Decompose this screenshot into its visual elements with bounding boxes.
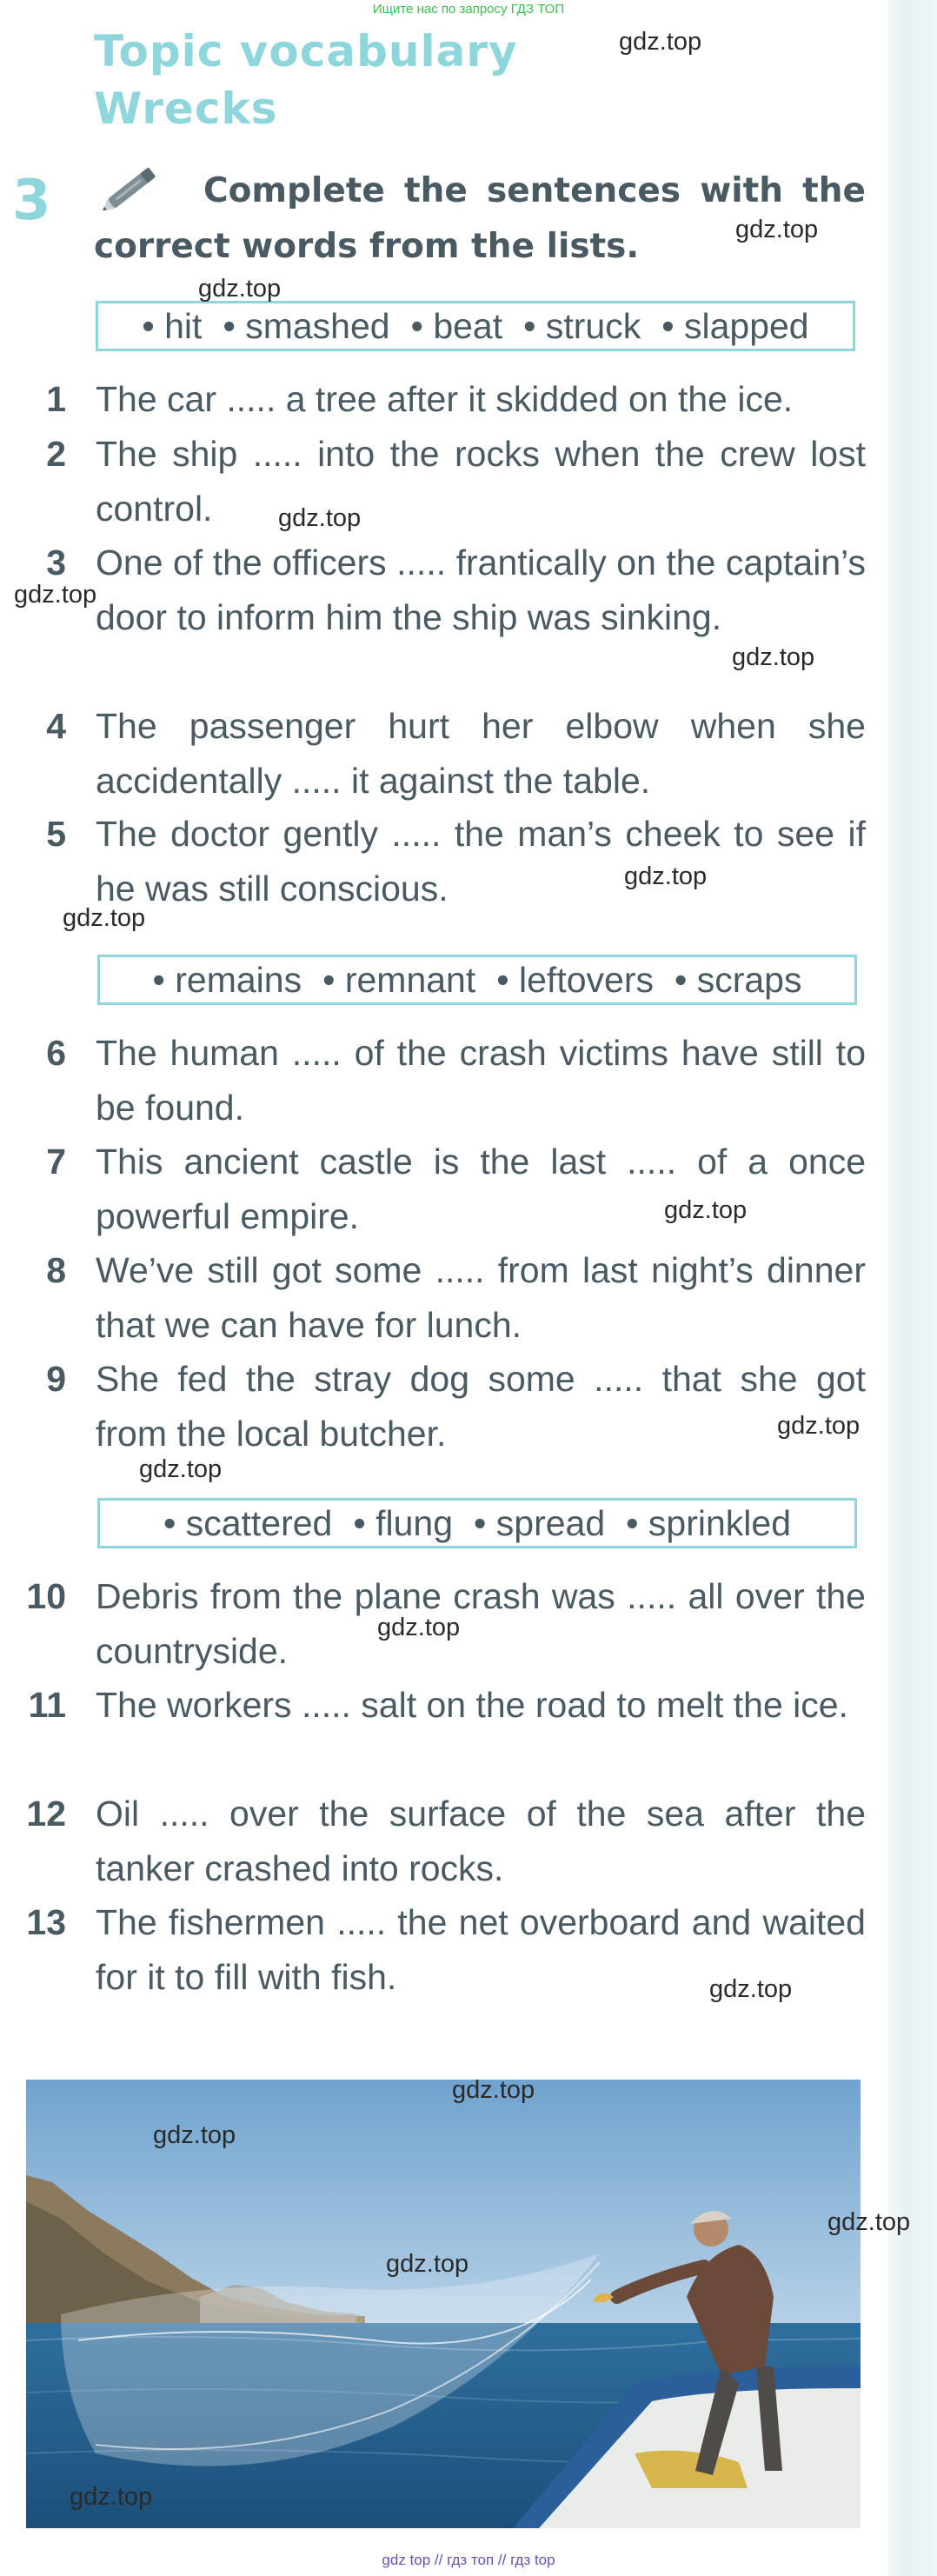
word-option: • leftovers (496, 960, 654, 1001)
sentence-text: Debris from the plane crash was ..... all over the countryside. (96, 1576, 866, 1671)
watermark: gdz.top (70, 2483, 153, 2511)
sentence-number: 6 (46, 1033, 66, 1073)
sentence-number: 1 (46, 379, 66, 419)
top-banner[interactable]: Ищите нас по запросу ГДЗ ТОП (372, 2, 565, 17)
watermark: gdz.top (386, 2250, 469, 2278)
watermark: gdz.top (664, 1196, 748, 1224)
bottom-banner[interactable]: gdz top // гдз топ // гдз top (382, 2552, 555, 2568)
sentence-text: The fishermen ..... the net overboard and waited for it to fill with fish. (96, 1902, 866, 1997)
word-option: • smashed (223, 306, 389, 347)
sentence-text: The passenger hurt her elbow when she accidentally ..... it against the table. (96, 706, 866, 801)
word-option: • remnant (322, 960, 475, 1001)
sentence-item (24, 1026, 866, 1135)
sentence-item (24, 372, 866, 427)
sentence-text: We’ve still got some ..... from last night’s dinner that we can have for lunch. (96, 1250, 866, 1345)
sentence-text: The doctor gently ..... the man’s cheek to see if he was still conscious. (96, 814, 866, 909)
watermark: gdz.top (198, 275, 282, 303)
word-option: • scattered (163, 1503, 332, 1544)
sentence-number: 5 (46, 814, 66, 854)
sentence-item (24, 536, 866, 645)
word-option: • flung (353, 1503, 453, 1544)
sentence-number: 10 (26, 1576, 66, 1616)
sentence-text: Oil ..... over the surface of the sea after the tanker crashed into rocks. (96, 1794, 866, 1888)
word-option: • hit (142, 306, 202, 347)
sentence-number: 7 (46, 1142, 66, 1181)
fisherman-photo (26, 2080, 861, 2528)
sentence-number: 2 (46, 434, 66, 474)
watermark: gdz.top (452, 2076, 535, 2104)
sentence-item (24, 1352, 866, 1461)
sentence-text: The ship ..... into the rocks when the crew lost control. (96, 434, 866, 529)
page-edge-shadow (888, 0, 937, 2576)
word-list-3 (97, 1498, 857, 1548)
sentence-number: 4 (46, 706, 66, 746)
watermark: gdz.top (732, 643, 815, 671)
word-list-2 (97, 955, 857, 1005)
watermark: gdz.top (153, 2121, 236, 2149)
word-option: • slapped (661, 306, 808, 347)
sentence-text: The car ..... a tree after it skidded on the ice. (96, 379, 794, 419)
watermark: gdz.top (709, 1975, 793, 2003)
sentence-item (24, 1243, 866, 1353)
page-title (94, 23, 518, 137)
sentence-item (24, 807, 866, 916)
watermark: gdz.top (139, 1455, 223, 1483)
sentence-item (24, 1787, 866, 1896)
sentence-item (24, 427, 866, 536)
sentence-text: She fed the stray dog some ..... that she got from the local butcher. (96, 1359, 866, 1454)
watermark: gdz.top (827, 2208, 911, 2236)
sentence-text: The workers ..... salt on the road to melt the ice. (96, 1685, 848, 1725)
word-option: • struck (523, 306, 641, 347)
title-line-wrecks: Wrecks (94, 83, 278, 134)
sentence-number: 9 (46, 1359, 66, 1399)
exercise-instruction: Complete the sentences with the correct words from the lists. (94, 171, 866, 266)
watermark: gdz.top (777, 1412, 861, 1440)
sentence-item (24, 699, 866, 809)
word-option: • scraps (675, 960, 802, 1001)
sentence-number: 3 (46, 542, 66, 582)
sentence-item (24, 1678, 866, 1733)
sentence-text: This ancient castle is the last ..... of a once powerful empire. (96, 1142, 866, 1236)
watermark: gdz.top (278, 504, 362, 532)
sentence-number: 11 (28, 1685, 66, 1725)
word-option: • beat (411, 306, 503, 347)
sentence-number: 8 (46, 1250, 66, 1290)
watermark: gdz.top (735, 216, 819, 243)
word-list-1 (96, 301, 855, 351)
watermark: gdz.top (63, 904, 146, 932)
sentence-text: The human ..... of the crash victims have still to be found. (96, 1033, 866, 1128)
word-option: • remains (153, 960, 302, 1001)
sentence-number: 13 (26, 1902, 66, 1942)
watermark: gdz.top (14, 581, 97, 609)
sentence-text: One of the officers ..... frantically on the captain’s door to inform him the ship was sinking. (96, 542, 866, 637)
title-line-topic: Topic vocabulary (94, 26, 518, 77)
watermark: gdz.top (624, 862, 708, 890)
sentence-item (24, 1135, 866, 1244)
watermark: gdz.top (377, 1614, 461, 1641)
sentence-number: 12 (26, 1794, 66, 1834)
exercise-number: 3 (12, 169, 51, 233)
watermark: gdz.top (619, 28, 702, 56)
word-option: • spread (474, 1503, 605, 1544)
word-option: • sprinkled (626, 1503, 791, 1544)
